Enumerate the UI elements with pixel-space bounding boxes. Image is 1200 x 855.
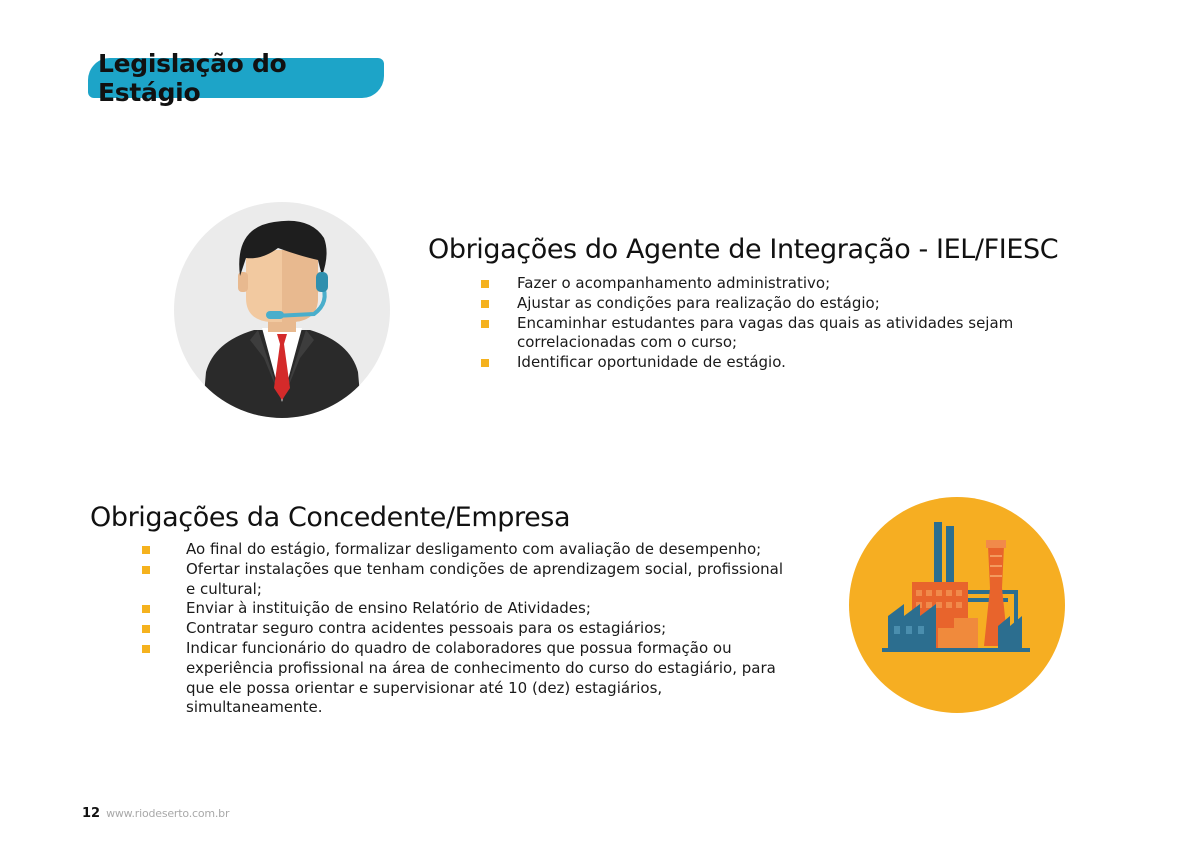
person-headset-icon bbox=[174, 202, 390, 422]
list-item-text: Fazer o acompanhamento administrativo; bbox=[517, 274, 831, 292]
list-item bbox=[517, 353, 1017, 373]
factory-icon bbox=[848, 496, 1066, 718]
list-item bbox=[186, 540, 786, 560]
list-item bbox=[186, 619, 786, 639]
bullet-square-icon bbox=[481, 300, 489, 308]
bullet-square-icon bbox=[142, 546, 150, 554]
list-item-text: Ofertar instalações que tenham condições de aprendizagem social, profissional e cultural; bbox=[186, 559, 784, 598]
bullet-square-icon bbox=[481, 280, 489, 288]
list-item-text: Encaminhar estudantes para vagas das quais as atividades sejam correlacionadas com o curso; bbox=[517, 313, 1014, 352]
footer-url: www.riodeserto.com.br bbox=[106, 807, 230, 820]
bullet-square-icon bbox=[142, 566, 150, 574]
list-item bbox=[517, 294, 1017, 314]
section-header-badge bbox=[88, 49, 384, 107]
list-item-text: Identificar oportunidade de estágio. bbox=[517, 353, 786, 372]
list-item-text: Indicar funcionário do quadro de colaboradores que possua formação ou experiência profissional na área de conhecimento do curso do estagiário, para que ele possa orientar e supervisionar até 10 (dez) estagiários, simultaneamente. bbox=[186, 638, 776, 717]
list-item-text: Ajustar as condições para realização do estágio; bbox=[517, 293, 880, 312]
agent-section-title: Obrigações do Agente de Integração - IEL/FIESC bbox=[428, 234, 1059, 265]
bullet-square-icon bbox=[142, 625, 150, 633]
list-item bbox=[186, 599, 786, 619]
list-item-text: Ao final do estágio, formalizar desligamento com avaliação de desempenho; bbox=[186, 540, 762, 558]
list-item-text: Enviar à instituição de ensino Relatório de Atividades; bbox=[186, 599, 591, 618]
list-item bbox=[186, 639, 786, 718]
list-item bbox=[517, 314, 1017, 354]
page-number: 12 bbox=[82, 806, 101, 821]
bullet-square-icon bbox=[481, 320, 489, 328]
list-item bbox=[186, 560, 786, 600]
bullet-square-icon bbox=[142, 645, 150, 653]
bullet-square-icon bbox=[481, 359, 489, 367]
agent-obligations-list bbox=[517, 274, 1017, 373]
bullet-square-icon bbox=[142, 605, 150, 613]
page-footer bbox=[82, 806, 229, 821]
list-item-text: Contratar seguro contra acidentes pessoais para os estagiários; bbox=[186, 619, 667, 638]
company-obligations-list bbox=[186, 540, 786, 718]
page-title: Legislação do Estágio bbox=[98, 49, 287, 107]
company-section-title: Obrigações da Concedente/Empresa bbox=[90, 502, 571, 533]
list-item bbox=[517, 274, 1017, 294]
